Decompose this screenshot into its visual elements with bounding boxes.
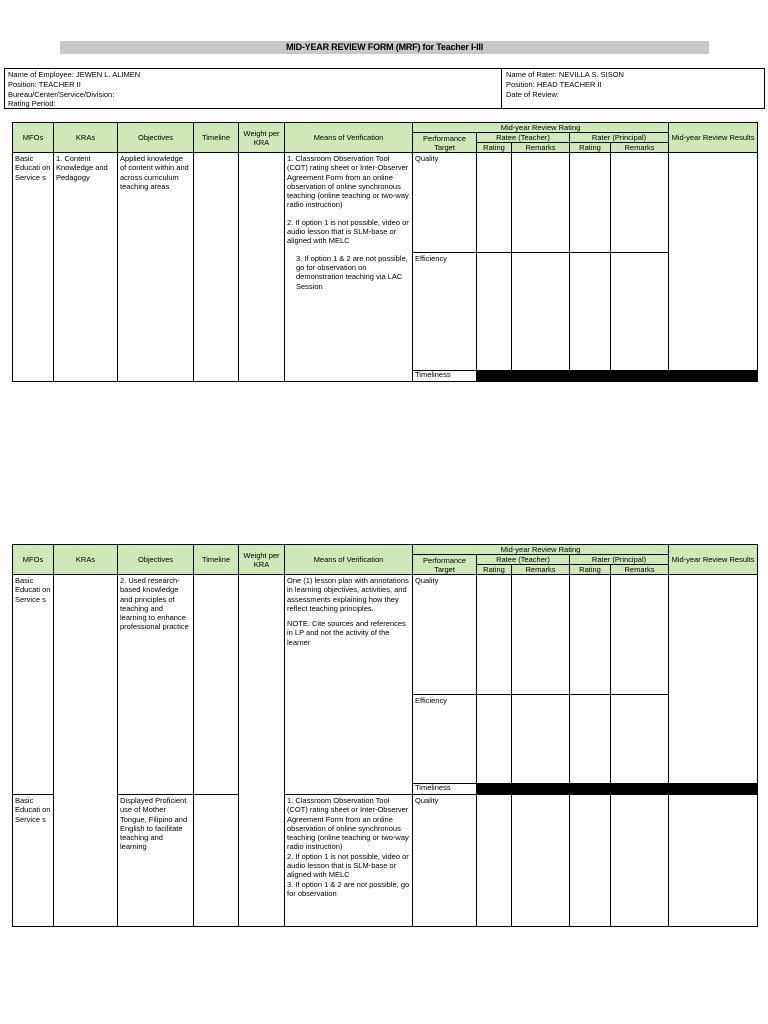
mfos-header: MFOs [13,123,54,153]
timeline-header: Timeline [194,123,239,153]
target-quality: Quality [413,153,477,253]
weight-header: Weight per KRA [239,545,285,575]
employee-position: Position: TEACHER II [8,79,81,89]
rater-remarks-header: Remarks [611,565,669,575]
mov-option-3: 3. If option 1 & 2 are not possible, go for observation on demonstration teaching via LAC Session [296,253,408,291]
midyear-rating-header: Mid-year Review Rating [413,545,669,555]
kra-cell [54,575,118,927]
kra-cell: 1. Content Knowledge and Pedagogy [54,153,118,382]
weight-cell [239,153,285,382]
mov-cell [285,795,413,927]
results-header: Mid-year Review Results [669,545,758,575]
form-title: MID-YEAR REVIEW FORM (MRF) for Teacher I-III [60,41,709,54]
rating-period-field: Rating Period: [8,99,56,109]
mfo-cell: Basic Educati on Service s [13,795,54,927]
target-timeliness: Timeliness [413,371,477,382]
rater-position: Position: HEAD TEACHER II [506,79,602,89]
target-quality: Quality [413,575,477,695]
weight-cell [239,575,285,927]
perf-target-header: Performance Target [413,133,477,153]
mfo-cell: Basic Educati on Service s [13,575,54,795]
mov-option-1: 1. Classroom Observation Tool (COT) rating sheet or Inter-Observer Agreement Form from an online observation of online synchronous teaching (online teaching or two-way radio instruction) [287,154,409,210]
employee-info-box [4,68,765,109]
timeline-header: Timeline [194,545,239,575]
target-quality: Quality [413,795,477,927]
review-table-1 [12,122,758,382]
rater-rating-header: Rating [570,143,611,153]
mov-option-2: 2. If option 1 is not possible, video or audio lesson that is SLM-base or aligned with MELC [287,851,409,880]
rater-name: Name of Rater: NEVILLA S. SISON [506,70,624,79]
review-date-field: Date of Review: [506,89,559,99]
ratee-remarks-header: Remarks [512,565,570,575]
target-timeliness: Timeliness [413,784,477,795]
rater-info [506,70,624,99]
ratee-header: Ratee (Teacher) [477,555,570,565]
mov-option-2: 2. If option 1 is not possible, video or audio lesson that is SLM-base or aligned with MELC [287,217,409,246]
results-header: Mid-year Review Results [669,123,758,153]
review-table-2 [12,544,758,927]
rater-header: Rater (Principal) [570,133,669,143]
mov-cell [285,575,413,795]
objective-cell: 2. Used research-based knowledge and principles of teaching and learning to enhance professional practice [118,575,194,795]
info-divider [501,69,502,108]
timeline-cell [194,153,239,382]
mov-header: Means of Verification [285,545,413,575]
bureau-field: Bureau/Center/Service/Division: [8,89,115,99]
ratee-rating-header: Rating [477,565,512,575]
objectives-header: Objectives [118,123,194,153]
kras-header: KRAs [54,123,118,153]
results-cell [669,153,758,371]
weight-header: Weight per KRA [239,123,285,153]
mov-note: NOTE: Cite sources and references in LP and not the activity of the learner [287,619,406,647]
mfo-cell: Basic Educati on Service s [13,153,54,382]
mfos-header: MFOs [13,545,54,575]
target-efficiency: Efficiency [413,695,477,784]
employee-name: Name of Employee: JEWEN L. ALIMEN [8,70,141,79]
timeliness-blackout [477,371,758,382]
mov-header: Means of Verification [285,123,413,153]
mov-option-1: 1. Classroom Observation Tool (COT) rating sheet or Inter-Observer Agreement Form from an online observation of online synchronous teaching (online teaching or two-way radio instruction) [287,796,409,852]
perf-target-header: Performance Target [413,555,477,575]
employee-info [8,70,140,109]
ratee-rating-header: Rating [477,143,512,153]
midyear-rating-header: Mid-year Review Rating [413,123,669,133]
target-efficiency: Efficiency [413,253,477,371]
results-cell [669,575,758,784]
mov-option-3: 3. If option 1 & 2 are not possible, go for observation [287,879,410,898]
rater-rating-header: Rating [570,565,611,575]
rater-header: Rater (Principal) [570,555,669,565]
timeline-cell [194,795,239,927]
objective-cell: Displayed Proficient use of Mother Tongue, Filipino and English to facilitate teaching and learning [118,795,194,927]
objectives-header: Objectives [118,545,194,575]
rater-remarks-header: Remarks [611,143,669,153]
mov-option-1: One (1) lesson plan with annotations in learning objectives, activities, and assessments explaining how they reflect teaching principles. [287,576,409,613]
timeline-cell [194,575,239,795]
mov-cell [285,153,413,382]
objective-cell: Applied knowledge of content within and across curriculum teaching areas [118,153,194,382]
timeliness-blackout [477,784,758,795]
ratee-header: Ratee (Teacher) [477,133,570,143]
ratee-remarks-header: Remarks [512,143,570,153]
kras-header: KRAs [54,545,118,575]
